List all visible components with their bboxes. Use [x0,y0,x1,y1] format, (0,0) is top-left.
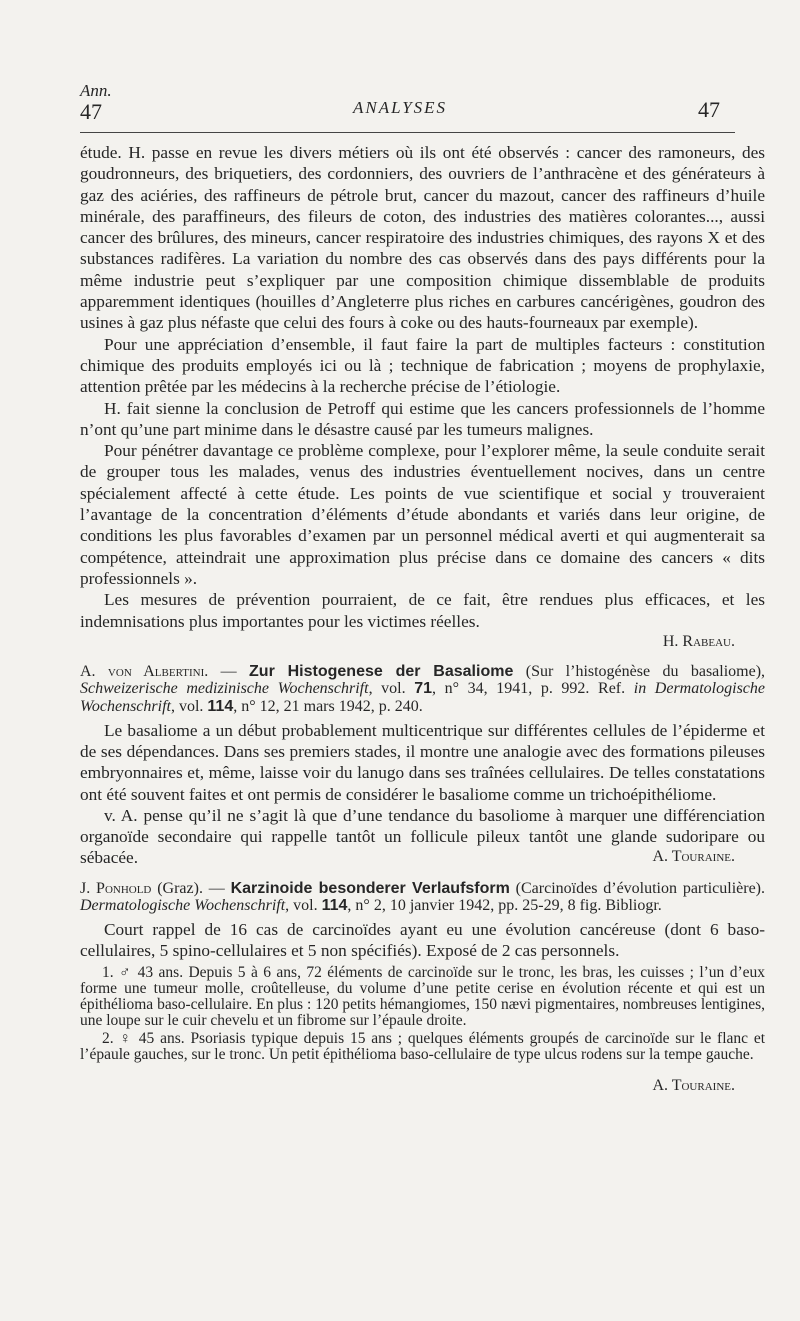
paragraph: Pour pénétrer davantage ce problème complexe, pour l’explorer même, la seule conduite serait de grouper tous les malades, venus des industries éventuellement nocives, dans un centre spécialement affecté à cette étude. Les points de vue scientifique et social y trouveraient l’avantage de la concentration d’éléments d’étude abondants et variés dans leur origine, de conditions les plus favorables d’examen par un personnel médical averti et qui augmenterait sa compétence, atteindrait une approximation plus précise dans ce domaine des cancers « dits professionnels ». [80,441,765,588]
review-rabeau [80,142,765,651]
paragraph: étude. H. passe en revue les divers métiers où ils ont été observés : cancer des ramoneurs, des goudronneurs, des briquetiers, des cordonniers, des ouvriers de l’anthracène et des générateurs à gaz des aciéries, des raffineurs de pétrole brut, cancer du mazout, cancer des raffineurs d’huile minérale, des paraffineurs, des fileurs de coton, des industries des matières colorantes..., aussi cancer des brûlures, des mineurs, cancer respiratoire des industries chimiques, des rayons X et des substances radifères. La variation du nombre des cas observés dans des pays différents pour la même industrie peut s’expliquer par une composition chimique dissemblable de produits apparemment identiques (houilles d’Angleterre plus riches en carbures cancérigènes, goudron des usines à gaz plus néfaste que celui des fours à coke ou des hauts-fourneaux par exemple). [80,143,765,333]
reference-volume: 71 [414,680,433,698]
reference-volume: 114 [321,897,348,915]
reference-journal: Dermatologische Wochenschrift [80,897,286,915]
reference-source: in Dermatologische Wochenschrift [80,680,766,716]
paragraph: v. A. pense qu’il ne s’agit là que d’une tendance du basoliome à marquer une différenciation organoïde secondaire qui rappelle tantôt un follicule pileux tantôt une glande sudoripare ou sébacée. [80,805,765,868]
review-ponhold [80,880,765,1096]
paragraph: Pour une appréciation d’ensemble, il faut faire la part de multiples facteurs : constitution chimique des produits employés ici ou là ; technique de fabrication ; moyens de prophylaxie, attention prêtée par les médecins à la recherche précise de l’étiologie. [80,334,765,397]
right-page-number: 47 [698,97,720,122]
reference-citation: A. von Albertini. — Zur Histogenese der Basaliome (Sur l’histogénèse du basaliome), Schweizerische medizinische Wochenschrift, vol. 71, n° 34, 1941, p. 992. Ref. in Dermatologische Wochenschrift, vol. 114, n° 12, 21 mars 1942, p. 240. [80,662,766,716]
paragraph: Le basaliome a un début probablement multicentrique sur différentes cellules de l’épiderme et de ses dépendances. Dans ses premiers stades, il montre une analogie avec des formations pileuses embryonnaires et, même, laisse voir du lanugo dans ses traînées cellulaires. De telles constatations ont été souvent faites et ont permis de considérer le basaliome comme un trichoépithéliome. [80,720,765,804]
left-page-number: 47 [80,99,102,124]
header-rule [80,132,735,133]
signature: H. Rabeau. [662,632,735,650]
signature: A. Touraine. [652,1077,735,1095]
running-title: ANALYSES [352,98,448,117]
signature: A. Touraine. [652,847,735,865]
paragraph: Les mesures de prévention pourraient, de ce fait, être rendues plus efficaces, et les indemnisations plus importantes pour les victimes réelles. [80,590,765,631]
journal-abbrev: Ann. [80,81,112,100]
paragraph: H. fait sienne la conclusion de Petroff qui estime que les cancers professionnels de l’homme n’ont qu’une part minime dans le désastre causé par les tumeurs malignes. [80,398,765,439]
reference-author: J. Ponhold [80,879,152,897]
case-report: 1. ♂ 43 ans. Depuis 5 à 6 ans, 72 éléments de carcinoïde sur le tronc, les bras, les cuisses ; l’un d’eux forme une tumeur molle, croûtelleuse, du volume d’une petite cerise en évolution récente et qui est un épithélioma baso-cellulaire. En plus : 120 petits hémangiomes, 150 nævi pigmentaires, nombreuses lentigines, une loupe sur le cuir chevelu et un fibrome sur l’épaule droite. [80,964,765,1030]
reference-title: Zur Histogenese der Basaliome [249,662,514,680]
review-albertini [80,663,765,866]
article-body [80,142,765,1095]
paragraph: Court rappel de 16 cas de carcinoïdes ayant eu une évolution cancéreuse (dont 6 baso-cellulaires, 5 spino-cellulaires et 5 non spécifiés). Exposé de 2 cas personnels. [80,919,765,961]
reference-volume: 114 [207,698,234,716]
reference-journal: Schweizerische medizinische Wochenschrift [80,680,369,698]
reference-title: Karzinoide besonderer Verlaufsform [230,879,510,897]
case-report: 2. ♀ 45 ans. Psoriasis typique depuis 15 ans ; quelques éléments groupés de carcinoïde sur le flanc et l’épaule gauches, sur le tronc. Un petit épithélioma baso-cellulaire de type ulcus rodens sur la tempe gauche. [80,1030,765,1064]
reference-author: A. von Albertini. [80,662,209,680]
reference-citation: J. Ponhold (Graz). — Karzinoide besonderer Verlaufsform (Carcinoïdes d’évolution particulière). Dermatologische Wochenschrift, vol. 114, n° 2, 10 janvier 1942, pp. 25-29, 8 fig. Bibliogr. [80,879,765,915]
